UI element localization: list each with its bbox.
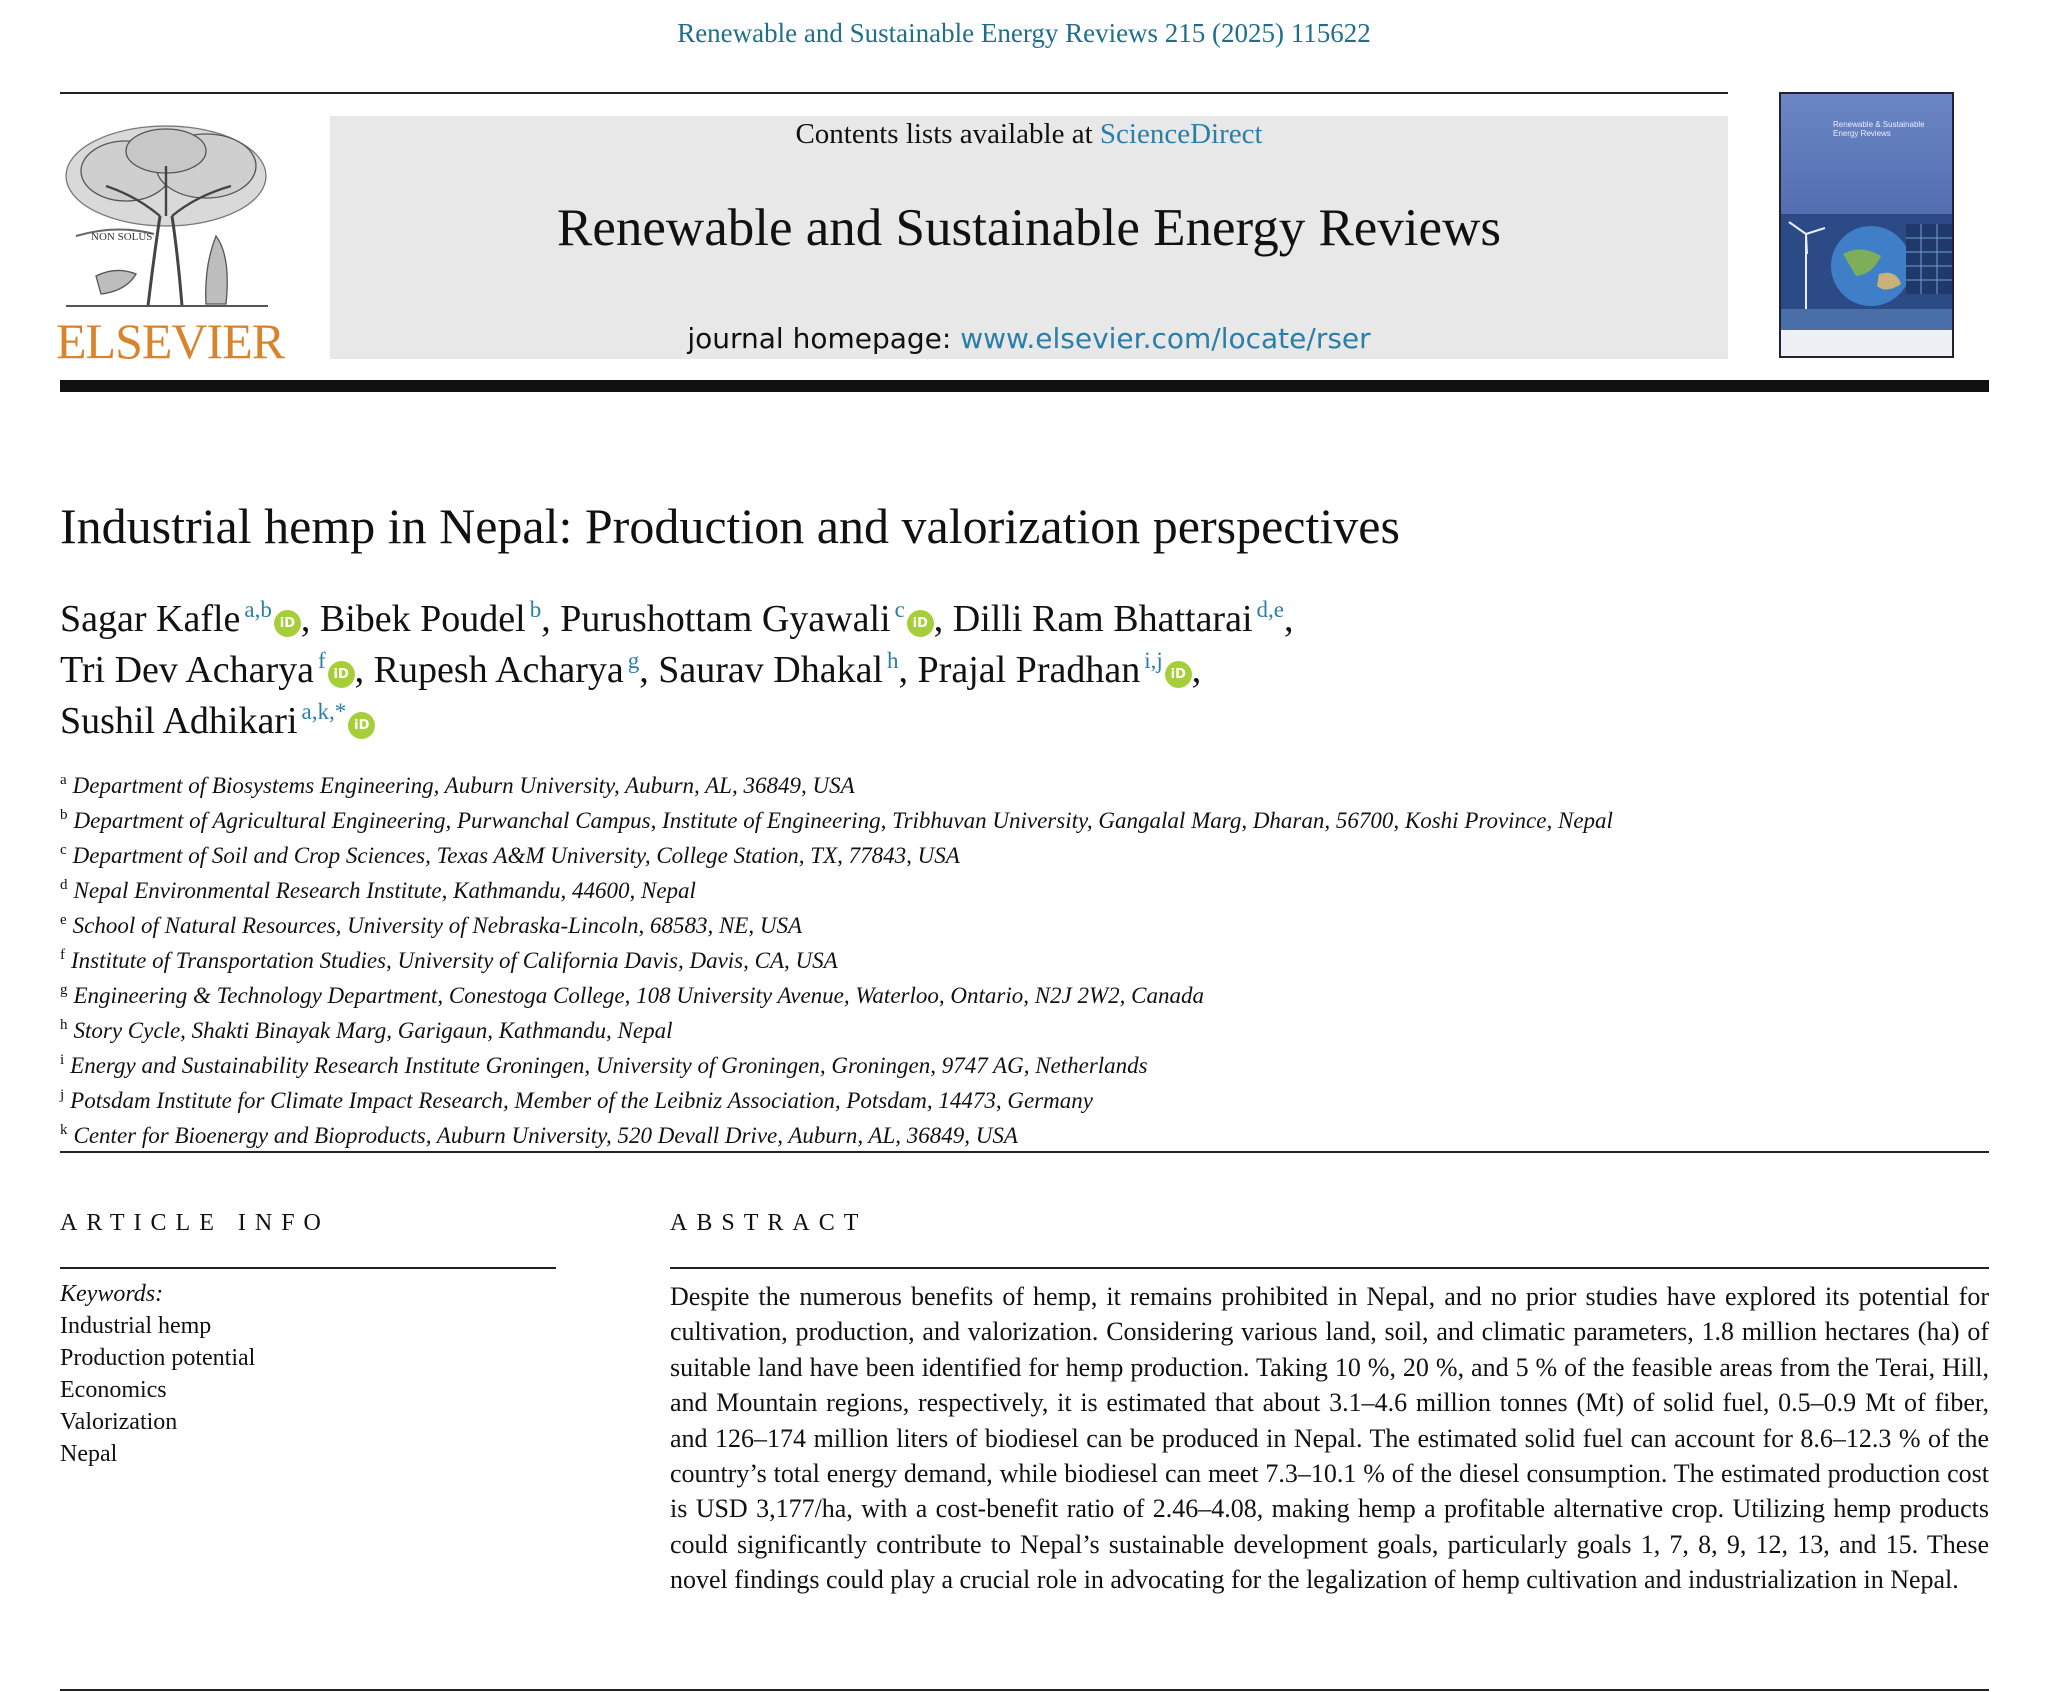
elsevier-tree-icon: [56, 116, 278, 311]
affiliation-mark[interactable]: g: [627, 648, 640, 673]
cover-artwork-icon: [1781, 214, 1952, 334]
author[interactable]: [60, 598, 320, 640]
author-name: Purushottam Gyawali: [560, 598, 891, 640]
homepage-prefix: journal homepage:: [687, 322, 961, 355]
affiliation-mark[interactable]: f: [318, 648, 326, 673]
affiliation-item: [60, 910, 1860, 945]
orcid-icon[interactable]: iD: [328, 661, 355, 688]
publisher-logo[interactable]: [56, 116, 285, 369]
keyword-item: Production potential: [60, 1345, 256, 1371]
keywords-block: [60, 1278, 255, 1470]
author-separator: ,: [1283, 598, 1294, 640]
affiliation-letter: g: [60, 982, 68, 998]
affiliation-letter: b: [60, 807, 68, 823]
orcid-icon[interactable]: iD: [907, 610, 934, 637]
affiliation-letter: j: [60, 1087, 65, 1103]
orcid-icon[interactable]: iD: [274, 610, 301, 637]
affiliation-text: Department of Agricultural Engineering, Purwanchal Campus, Institute of Engineering, Tribhuvan University, Gangalal Marg, Dharan, 56700, Koshi Province, Nepal: [73, 808, 1613, 833]
keyword-item: Economics: [60, 1377, 167, 1403]
affiliation-text: Energy and Sustainability Research Institute Groningen, University of Groningen, Groningen, 9747 AG, Netherlands: [70, 1053, 1148, 1078]
affiliation-mark[interactable]: b: [529, 597, 542, 622]
author-separator: ,: [1191, 649, 1202, 691]
author-separator: ,: [898, 649, 918, 691]
author-separator: ,: [300, 598, 320, 640]
affiliation-mark[interactable]: a,b: [244, 597, 272, 622]
affiliation-letter: d: [60, 877, 68, 893]
orcid-icon[interactable]: iD: [348, 712, 375, 739]
affiliation-letter: i: [60, 1052, 65, 1068]
affiliation-item: [60, 1050, 1860, 1085]
affiliation-letter: f: [60, 947, 65, 963]
elsevier-wordmark: ELSEVIER: [56, 313, 285, 369]
abstract-heading: ABSTRACT: [670, 1210, 868, 1236]
author-name: Tri Dev Acharya: [60, 649, 314, 691]
top-divider: [60, 92, 1728, 94]
abstract-divider: [670, 1267, 1989, 1269]
affiliation-letter: c: [60, 842, 67, 858]
author[interactable]: [374, 649, 659, 691]
affiliation-item: [60, 770, 1860, 805]
author[interactable]: [60, 700, 375, 742]
author[interactable]: [658, 649, 917, 691]
homepage-line: [330, 322, 1728, 355]
bottom-divider: [60, 1689, 1989, 1691]
affiliation-text: Story Cycle, Shakti Binayak Marg, Garigaun, Kathmandu, Nepal: [73, 1018, 673, 1043]
keyword-item: Nepal: [60, 1441, 118, 1467]
author[interactable]: [918, 649, 1202, 691]
author-list: [60, 596, 1660, 749]
author-separator: ,: [933, 598, 953, 640]
affiliation-item: [60, 945, 1860, 980]
affiliation-text: Nepal Environmental Research Institute, Kathmandu, 44600, Nepal: [73, 878, 696, 903]
journal-cover-image[interactable]: [1779, 92, 1954, 358]
affiliation-mark[interactable]: d,e: [1256, 597, 1284, 622]
author[interactable]: [60, 649, 374, 691]
author[interactable]: [953, 598, 1294, 640]
affiliation-text: Potsdam Institute for Climate Impact Research, Member of the Leibniz Association, Potsdam, 14473, Germany: [70, 1088, 1093, 1113]
affiliation-mark[interactable]: c: [894, 597, 905, 622]
author-name: Sagar Kafle: [60, 598, 241, 640]
cover-title: Renewable & Sustainable Energy Reviews: [1833, 120, 1925, 138]
contents-prefix: Contents lists available at: [795, 118, 1100, 150]
affiliation-mark[interactable]: i,j: [1144, 648, 1163, 673]
keyword-item: Valorization: [60, 1409, 178, 1435]
logo-motto: NON SOLUS: [91, 231, 153, 243]
cover-footer: [1781, 330, 1952, 356]
author[interactable]: [560, 598, 953, 640]
affiliation-letter: e: [60, 912, 67, 928]
author-name: Sushil Adhikari: [60, 700, 298, 742]
masthead-divider: [60, 380, 1989, 392]
affiliation-text: Department of Biosystems Engineering, Auburn University, Auburn, AL, 36849, USA: [72, 773, 855, 798]
author-separator: ,: [541, 598, 561, 640]
affiliation-text: Engineering & Technology Department, Conestoga College, 108 University Avenue, Waterloo, Ontario, N2J 2W2, Canada: [73, 983, 1205, 1008]
affiliation-item: [60, 805, 1860, 840]
orcid-icon[interactable]: iD: [1165, 661, 1192, 688]
author-separator: ,: [354, 649, 374, 691]
author-name: Saurav Dhakal: [658, 649, 884, 691]
affiliation-letter: h: [60, 1017, 68, 1033]
section-divider: [60, 1151, 1989, 1153]
affiliation-text: Institute of Transportation Studies, University of California Davis, Davis, CA, USA: [71, 948, 838, 973]
affiliation-letter: k: [60, 1122, 68, 1138]
journal-masthead: [330, 116, 1728, 359]
sciencedirect-link[interactable]: ScienceDirect: [1099, 118, 1263, 150]
author-separator: ,: [639, 649, 659, 691]
keywords-label: Keywords:: [60, 1281, 164, 1307]
journal-homepage-link[interactable]: www.elsevier.com/locate/rser: [960, 322, 1371, 355]
author-name: Dilli Ram Bhattarai: [952, 598, 1253, 640]
article-info-heading: ARTICLE INFO: [60, 1210, 330, 1236]
abstract-text: Despite the numerous benefits of hemp, it remains prohibited in Nepal, and no prior studies have explored its potential for cultivation, production, and valorization. Considering various land, soil, and climatic parameters, 1.8 million hectares (ha) of suitable land have been identified for hemp production. Taking 10 %, 20 %, and 5 % of the feasible areas from the Terai, Hill, and Mountain regions, respectively, it is estimated that about 3.1–4.6 million tonnes (Mt) of solid fuel, 0.5–0.9 Mt of fiber, and 126–174 million liters of biodiesel can be produced in Nepal. The estimated solid fuel can account for 8.6–12.3 % of the country’s total energy demand, while biodiesel can meet 7.3–10.1 % of the diesel consumption. The estimated production cost is USD 3,177/ha, with a cost-benefit ratio of 2.46–4.08, making hemp a profitable alternative crop. Utilizing hemp products could significantly contribute to Nepal’s sustainable development goals, particularly goals 1, 7, 8, 9, 12, 13, and 15. These novel findings could play a crucial role in advocating for the legalization of hemp cultivation and industrialization in Nepal.: [670, 1282, 1989, 1595]
keyword-item: Industrial hemp: [60, 1313, 212, 1339]
affiliation-text: School of Natural Resources, University of Nebraska-Lincoln, 68583, NE, USA: [72, 913, 803, 938]
article-title: Industrial hemp in Nepal: Production and valorization perspectives: [60, 498, 1400, 554]
affiliation-text: Department of Soil and Crop Sciences, Texas A&M University, College Station, TX, 77843, USA: [72, 843, 960, 868]
affiliation-letter: a: [60, 772, 67, 788]
affiliation-item: [60, 1085, 1860, 1120]
affiliation-list: [60, 770, 1860, 1155]
affiliation-item: [60, 875, 1860, 910]
journal-title: Renewable and Sustainable Energy Reviews: [557, 199, 1501, 257]
article-info-divider: [60, 1267, 556, 1269]
author-name: Rupesh Acharya: [373, 649, 624, 691]
running-head[interactable]: Renewable and Sustainable Energy Reviews 215 (2025) 115622: [677, 18, 1371, 48]
affiliation-text: Center for Bioenergy and Bioproducts, Auburn University, 520 Devall Drive, Auburn, AL, 36849, USA: [73, 1123, 1018, 1148]
author[interactable]: [320, 598, 560, 640]
affiliation-item: [60, 840, 1860, 875]
affiliation-mark[interactable]: a,k,*: [301, 699, 347, 724]
affiliation-item: [60, 980, 1860, 1015]
affiliation-mark[interactable]: h: [887, 648, 899, 673]
contents-line: [330, 118, 1728, 151]
author-name: Prajal Pradhan: [917, 649, 1141, 691]
author-name: Bibek Poudel: [319, 598, 526, 640]
affiliation-item: [60, 1120, 1860, 1155]
affiliation-item: [60, 1015, 1860, 1050]
